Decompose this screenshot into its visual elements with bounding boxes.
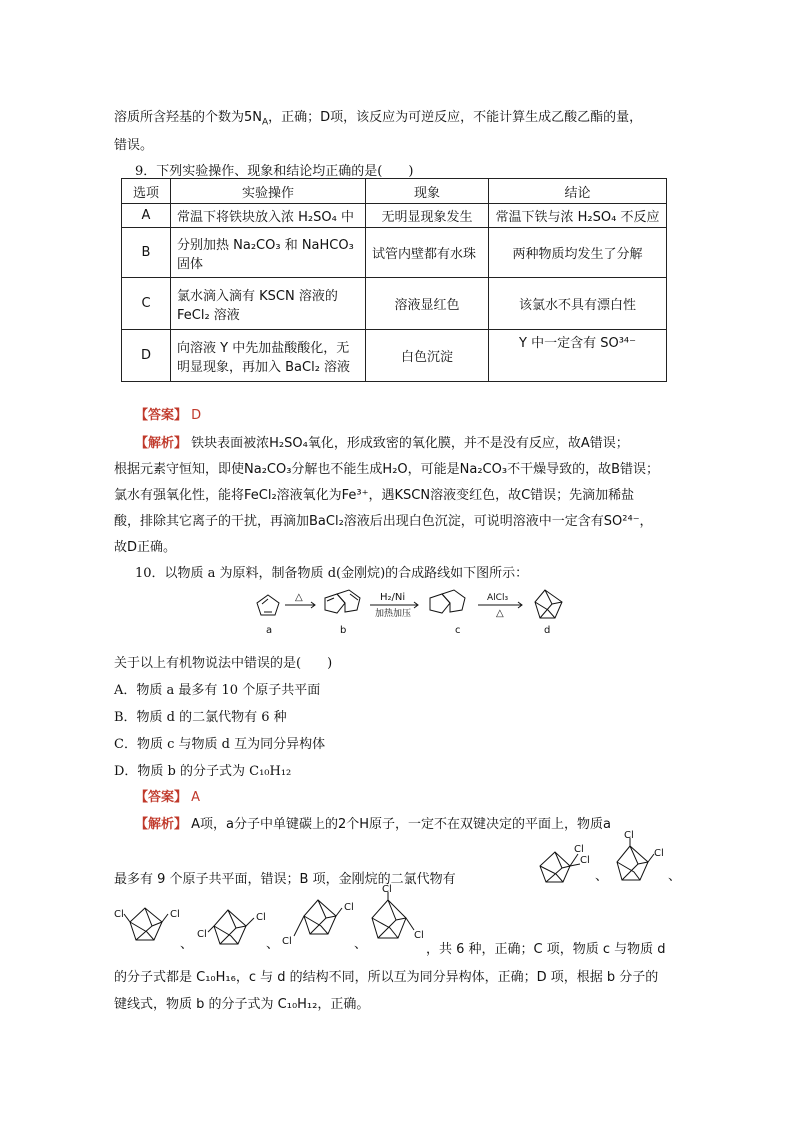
separator: 、 [354, 937, 368, 952]
label-c: c [455, 625, 461, 636]
header-cell: 结论 [489, 179, 667, 204]
continuation-line-2: 错误。 [114, 138, 154, 153]
q9-analysis-line-5: 故D正确。 [114, 540, 177, 555]
arrow-3-top: AlCl₃ [487, 593, 509, 603]
conclusion-cell: Y 中一定含有 SO³⁴⁻ [489, 330, 667, 382]
conclusion-cell: 两种物质均发生了分解 [489, 228, 667, 278]
q10-option-a: A．物质 a 最多有 10 个原子共平面 [114, 683, 321, 698]
label-a: a [266, 625, 273, 636]
q10-option-c: C．物质 c 与物质 d 互为同分异构体 [114, 737, 326, 752]
continuation-text: 溶质所含羟基的个数为5N [114, 110, 262, 125]
label-d: d [544, 625, 551, 636]
q9-analysis-line-3: 氯水有强氧化性，能将FeCl₂溶液氧化为Fe³⁺，遇KSCN溶液变红色，故C错误；先滴加稀盐 [114, 488, 635, 503]
continuation-sub: A [262, 117, 269, 128]
analysis-text: 铁块表面被浓H₂SO₄氧化，形成致密的氧化膜，并不是没有反应，故A错误； [191, 436, 629, 451]
phenomenon-cell: 无明显现象发生 [366, 204, 489, 228]
header-cell: 实验操作 [171, 179, 366, 204]
arrow-3-bottom: △ [496, 608, 504, 619]
q10-question: 关于以上有机物说法中错误的是( ) [114, 656, 333, 671]
separator: 、 [668, 869, 682, 884]
q10-analysis-line-2: 最多有 9 个原子共平面，错误；B 项，金刚烷的二氯代物有 [114, 872, 456, 887]
isomer-1-structure [540, 852, 580, 882]
arrow-1-top: △ [295, 592, 303, 603]
q10-analysis-line-3: ，共 6 种，正确；C 项，物质 c 与物质 d [426, 942, 666, 957]
cl-label: Cl [624, 830, 634, 841]
option-cell: A [122, 204, 171, 228]
phenomenon-cell: 试管内壁都有水珠 [366, 228, 489, 278]
operation-cell: 向溶液 Y 中先加盐酸酸化，无明显现象，再加入 BaCl₂ 溶液 [171, 330, 366, 382]
arrow-2-top: H₂/Ni [380, 592, 406, 603]
q10-option-b: B．物质 d 的二氯代物有 6 种 [114, 710, 287, 725]
arrow-2-bottom: 加热加压 [375, 609, 412, 619]
isomer-4-structure [208, 910, 254, 944]
cl-label: Cl [344, 902, 354, 913]
cl-label: Cl [197, 929, 207, 940]
analysis-label: 【解析】 [135, 436, 188, 451]
operation-cell: 分别加热 Na₂CO₃ 和 NaHCO₃ 固体 [171, 228, 366, 278]
cl-label: Cl [114, 909, 124, 920]
continuation-text-rest: ，正确；D项，该反应为可逆反应，不能计算生成乙酸乙酯的量， [268, 110, 643, 125]
phenomenon-cell: 溶液显红色 [366, 278, 489, 330]
q9-analysis-line-2: 根据元素守恒知，即使Na₂CO₃分解也不能生成H₂O，可能是Na₂CO₃不干燥导致的，故B错误； [114, 462, 659, 477]
isomer-6-structure [372, 892, 414, 938]
label-b: b [340, 625, 347, 636]
cl-label: Cl [574, 844, 584, 855]
separator: 、 [266, 937, 280, 952]
cl-label: Cl [414, 930, 424, 941]
q10-option-d: D．物质 b 的分子式为 C₁₀H₁₂ [114, 764, 292, 779]
analysis-text: A项，a分子中单键碳上的2个H原子，一定不在双键决定的平面上，物质a [191, 817, 612, 832]
cl-label: Cl [282, 936, 292, 947]
answer-label: 【答案】 [135, 790, 188, 805]
cl-label: Cl [382, 884, 392, 895]
separator: 、 [180, 937, 194, 952]
isomer-3-structure [124, 908, 168, 940]
cl-label: Cl [170, 909, 180, 920]
q10-stem: 10．以物质 a 为原料，制备物质 d(金刚烷)的合成路线如下图所示： [135, 566, 529, 581]
q10-analysis-line-5: 键线式，物质 b 的分子式为 C₁₀H₁₂，正确。 [114, 997, 370, 1012]
header-cell: 选项 [122, 179, 171, 204]
operation-cell: 常温下将铁块放入浓 H₂SO₄ 中 [171, 204, 366, 228]
q9-stem: 9．下列实验操作、现象和结论均正确的是( ) [135, 164, 414, 179]
option-cell: D [122, 330, 171, 382]
option-cell: C [122, 278, 171, 330]
header-cell: 现象 [366, 179, 489, 204]
answer-value: D [191, 408, 202, 423]
answer-label: 【答案】 [135, 408, 188, 423]
answer-value: A [191, 790, 201, 805]
cl-label: Cl [580, 855, 590, 866]
phenomenon-cell: 白色沉淀 [366, 330, 489, 382]
isomer-5-structure [294, 900, 342, 936]
cl-label: Cl [256, 912, 266, 923]
operation-cell: 氯水滴入滴有 KSCN 溶液的 FeCl₂ 溶液 [171, 278, 366, 330]
cl-label: Cl [654, 848, 664, 859]
q9-analysis-line-4: 酸，排除其它离子的干扰，再滴加BaCl₂溶液后出现白色沉淀，可说明溶液中一定含有SO²⁴⁻， [114, 514, 653, 529]
q10-analysis-line-4: 的分子式都是 C₁₀H₁₆，c 与 d 的结构不同，所以互为同分异构体，正确；D 项，根据 b 分子的 [114, 970, 659, 985]
conclusion-cell: 该氯水不具有漂白性 [489, 278, 667, 330]
isomer-2-structure [617, 838, 654, 880]
separator: 、 [595, 869, 609, 884]
analysis-label: 【解析】 [135, 817, 188, 832]
conclusion-cell: 常温下铁与浓 H₂SO₄ 不反应 [489, 204, 667, 228]
option-cell: B [122, 228, 171, 278]
